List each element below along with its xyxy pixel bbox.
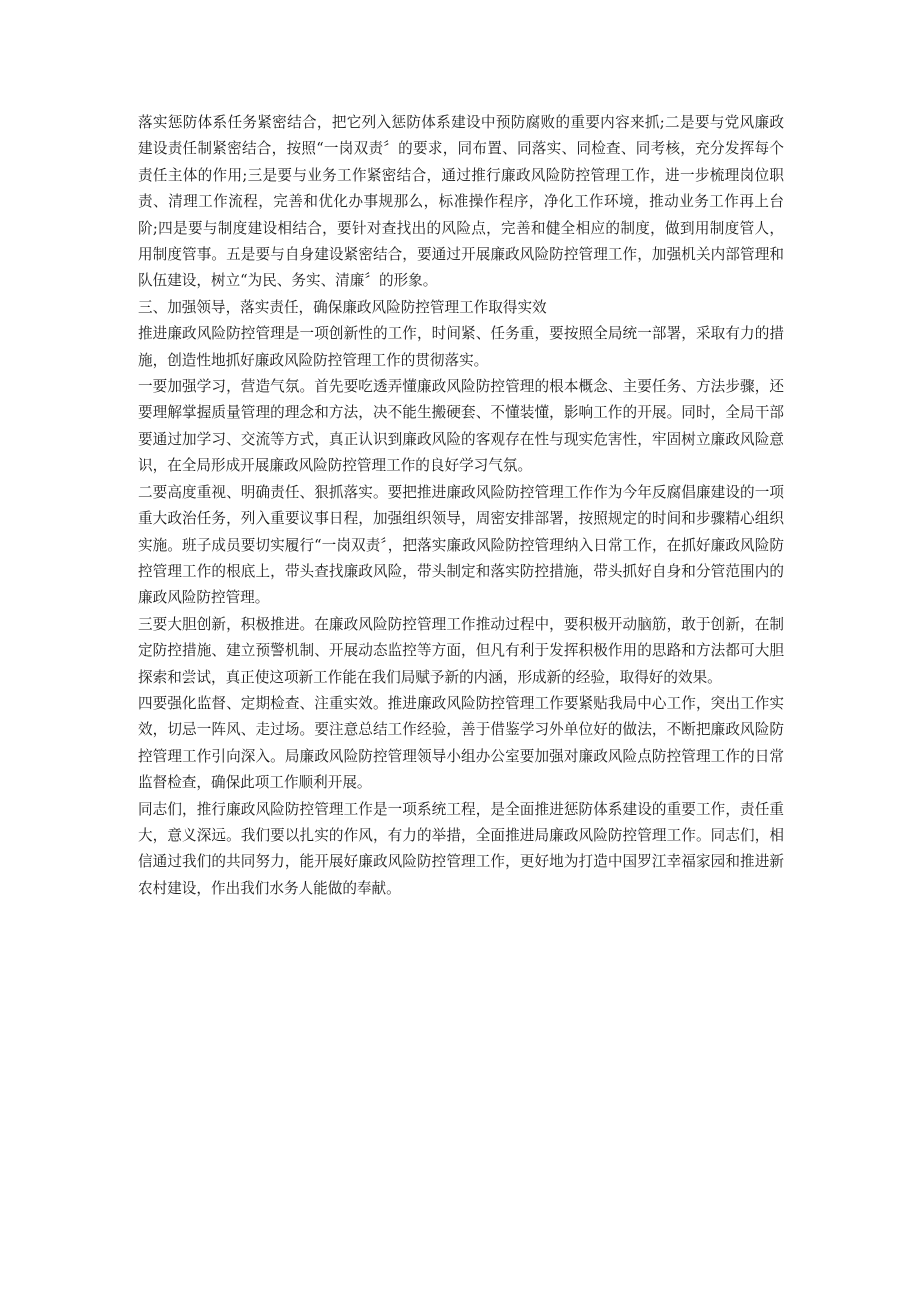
- paragraph-2: 推进廉政风险防控管理是一项创新性的工作，时间紧、任务重，要按照全局统一部署，采取有力的措施，创造性地抓好廉政风险防控管理工作的贯彻落实。: [138, 325, 784, 369]
- section-heading: 三、加强领导，落实责任，确保廉政风险防控管理工作取得实效: [138, 298, 547, 316]
- paragraph-4: 二要高度重视、明确责任、狠抓落实。要把推进廉政风险防控管理工作作为今年反腐倡廉建设的一项重大政治任务，列入重要议事日程，加强组织领导，周密安排部署，按照规定的时间和步骤精心组织实施。班子成员要切实履行“一岗双责〞，把落实廉政风险防控管理纳入日常工作，在抓好廉政风险防控管理工作的根底上，带头查找廉政风险，带头制定和落实防控措施，带头抓好自身和分管范围内的廉政风险防控管理。: [138, 483, 784, 607]
- paragraph-5: 三要大胆创新，积极推进。在廉政风险防控管理工作推动过程中，要积极开动脑筋，敢于创新，在制定防控措施、建立预警机制、开展动态监控等方面，但凡有利于发挥积极作用的思路和方法都可大胆探索和尝试，真正使这项新工作能在我们局赋予新的内涵，形成新的经验，取得好的效果。: [138, 615, 784, 686]
- paragraph-3: 一要加强学习，营造气氛。首先要吃透弄懂廉政风险防控管理的根本概念、主要任务、方法步骤，还要理解掌握质量管理的理念和方法，决不能生搬硬套、不懂装懂，影响工作的开展。同时，全局干部要通过加学习、交流等方式，真正认识到廉政风险的客观存在性与现实危害性，牢固树立廉政风险意识，在全局形成开展廉政风险防控管理工作的良好学习气氛。: [138, 378, 784, 475]
- document-body: [138, 110, 784, 902]
- paragraph-1: 落实惩防体系任务紧密结合，把它列入惩防体系建设中预防腐败的重要内容来抓;二是要与党风廉政建设责任制紧密结合，按照“一岗双责〞的要求，同布置、同落实、同检查、同考核，充分发挥每个责任主体的作用;三是要与业务工作紧密结合，通过推行廉政风险防控管理工作，进一步梳理岗位职责、清理工作流程，完善和优化办事规那么，标准操作程序，净化工作环境，推动业务工作再上台阶;四是要与制度建设相结合，要针对查找出的风险点，完善和健全相应的制度，做到用制度管人，用制度管事。五是要与自身建设紧密结合，要通过开展廉政风险防控管理工作，加强机关内部管理和队伍建设，树立“为民、务实、清廉〞的形象。: [138, 114, 784, 290]
- paragraph-6: 四要强化监督、定期检查、注重实效。推进廉政风险防控管理工作要紧贴我局中心工作，突出工作实效，切忌一阵风、走过场。要注意总结工作经验，善于借鉴学习外单位好的做法，不断把廉政风险防控管理工作引向深入。局廉政风险防控管理领导小组办公室要加强对廉政风险点防控管理工作的日常监督检查，确保此项工作顺利开展。: [138, 694, 784, 792]
- paragraph-7: 同志们，推行廉政风险防控管理工作是一项系统工程，是全面推进惩防体系建设的重要工作，责任重大，意义深远。我们要以扎实的作风，有力的举措，全面推进局廉政风险防控管理工作。同志们，相信通过我们的共同努力，能开展好廉政风险防控管理工作，更好地为打造中国罗江幸福家园和推进新农村建设，作出我们水务人能做的奉献。: [138, 800, 784, 897]
